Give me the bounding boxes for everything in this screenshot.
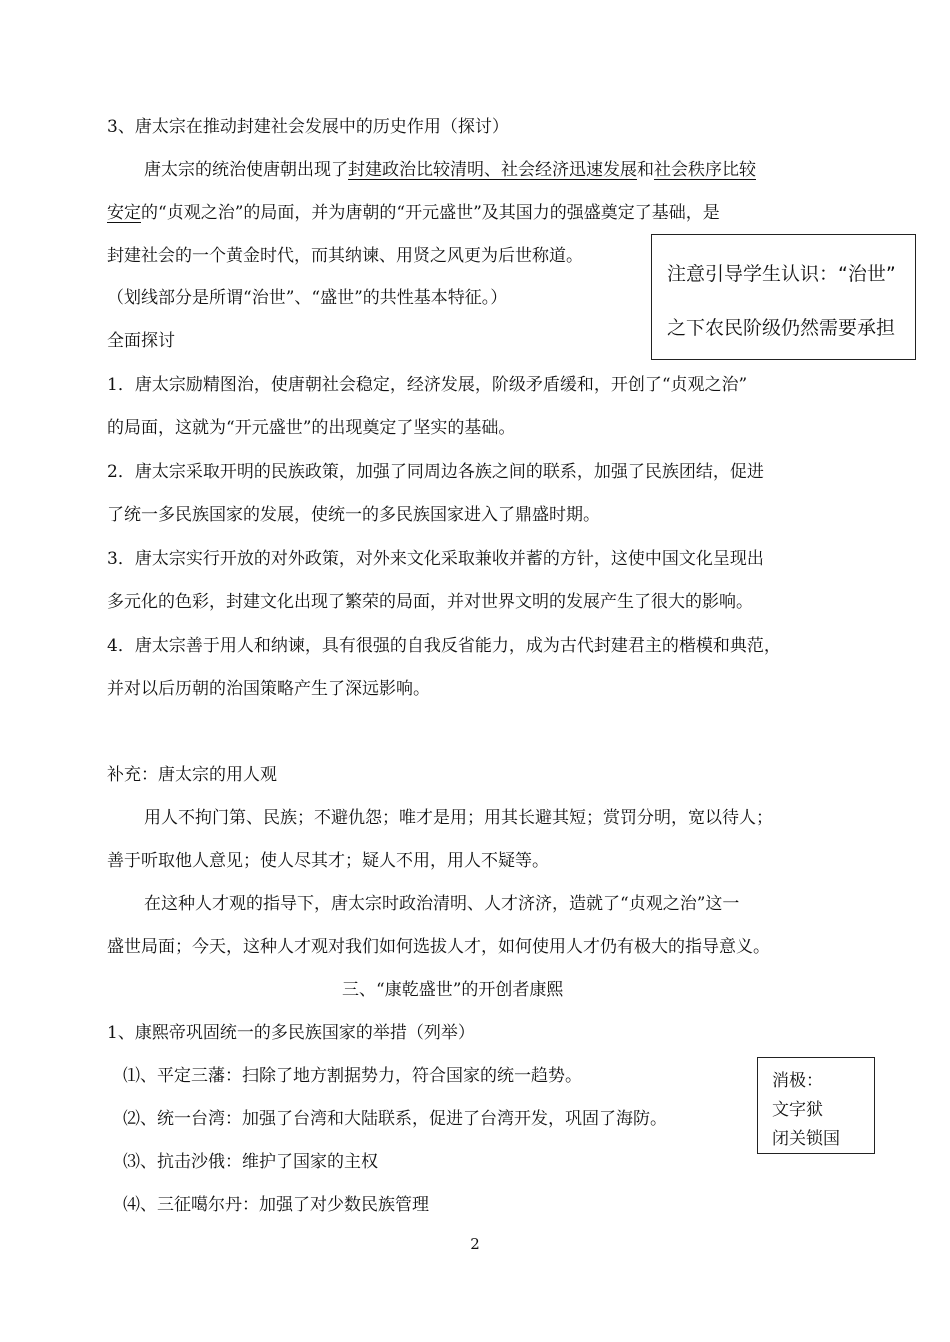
supplement-line: 善于听取他人意见；使人尽其才；疑人不用，用人不疑等。 xyxy=(107,851,549,871)
negative-label: 消极： xyxy=(772,1071,823,1091)
paragraph-line xyxy=(144,158,756,182)
point-line: 的局面，这就为“开元盛世”的出现奠定了坚实的基础。 xyxy=(107,418,516,438)
negative-item: 文字狱 xyxy=(772,1100,823,1120)
supplement-line: 在这种人才观的指导下，唐太宗时政治清明、人才济济，造就了“贞观之治”这一 xyxy=(144,894,740,914)
point-line: 1．唐太宗励精图治，使唐朝社会稳定，经济发展，阶级矛盾缓和，开创了“贞观之治” xyxy=(107,375,748,395)
full-discussion-title: 全面探讨 xyxy=(107,331,175,351)
negative-aspects-box xyxy=(757,1057,875,1154)
underlined-text: 封建政治比较清明、社会经济迅速发展 xyxy=(348,160,637,180)
underlined-text: 社会秩序比较 xyxy=(654,160,756,180)
note-line: 之下农民阶级仍然需要承担 xyxy=(667,317,896,339)
supplement-line: 用人不拘门第、民族；不避仇怨；唯才是用；用其长避其短；赏罚分明，宽以待人； xyxy=(144,808,773,828)
kangxi-subheading: 1、康熙帝巩固统一的多民族国家的举措（列举） xyxy=(107,1023,475,1043)
kangxi-item: ⑵、统一台湾：加强了台湾和大陆联系，促进了台湾开发，巩固了海防。 xyxy=(123,1109,667,1129)
text-span: 和 xyxy=(637,160,654,180)
underlined-text: 安定 xyxy=(107,203,141,223)
kangxi-item: ⑶、抗击沙俄：维护了国家的主权 xyxy=(123,1152,378,1172)
note-line: 注意引导学生认识：“治世” xyxy=(667,263,896,285)
section-3-title: 3、唐太宗在推动封建社会发展中的历史作用（探讨） xyxy=(107,117,509,137)
text-span: 的“贞观之治”的局面，并为唐朝的“开元盛世”及其国力的强盛奠定了基础，是 xyxy=(141,203,720,223)
supplement-title: 补充：唐太宗的用人观 xyxy=(107,765,277,785)
paragraph-line xyxy=(107,201,720,225)
point-line: 2．唐太宗采取开明的民族政策，加强了同周边各族之间的联系，加强了民族团结，促进 xyxy=(107,462,764,482)
page-number: 2 xyxy=(470,1235,480,1253)
point-line: 了统一多民族国家的发展，使统一的多民族国家进入了鼎盛时期。 xyxy=(107,505,600,525)
paragraph-line: 封建社会的一个黄金时代，而其纳谏、用贤之风更为后世称道。 xyxy=(107,246,583,266)
point-line: 3．唐太宗实行开放的对外政策，对外来文化采取兼收并蓄的方针，这使中国文化呈现出 xyxy=(107,549,764,569)
section-kangxi-heading: 三、“康乾盛世”的开创者康熙 xyxy=(342,980,564,1000)
point-line: 并对以后历朝的治国策略产生了深远影响。 xyxy=(107,679,430,699)
text-span: 唐太宗的统治使唐朝出现了 xyxy=(144,160,348,180)
kangxi-item: ⑴、平定三藩：扫除了地方割据势力，符合国家的统一趋势。 xyxy=(123,1066,582,1086)
teaching-note-box xyxy=(651,234,916,360)
point-line: 4．唐太宗善于用人和纳谏，具有很强的自我反省能力，成为古代封建君主的楷模和典范， xyxy=(107,636,781,656)
negative-item: 闭关锁国 xyxy=(772,1129,840,1149)
kangxi-item: ⑷、三征噶尔丹：加强了对少数民族管理 xyxy=(123,1195,429,1215)
point-line: 多元化的色彩，封建文化出现了繁荣的局面，并对世界文明的发展产生了很大的影响。 xyxy=(107,592,753,612)
supplement-line: 盛世局面；今天，这种人才观对我们如何选拔人才，如何使用人才仍有极大的指导意义。 xyxy=(107,937,770,957)
underline-note: （划线部分是所谓“治世”、“盛世”的共性基本特征。） xyxy=(107,288,508,308)
